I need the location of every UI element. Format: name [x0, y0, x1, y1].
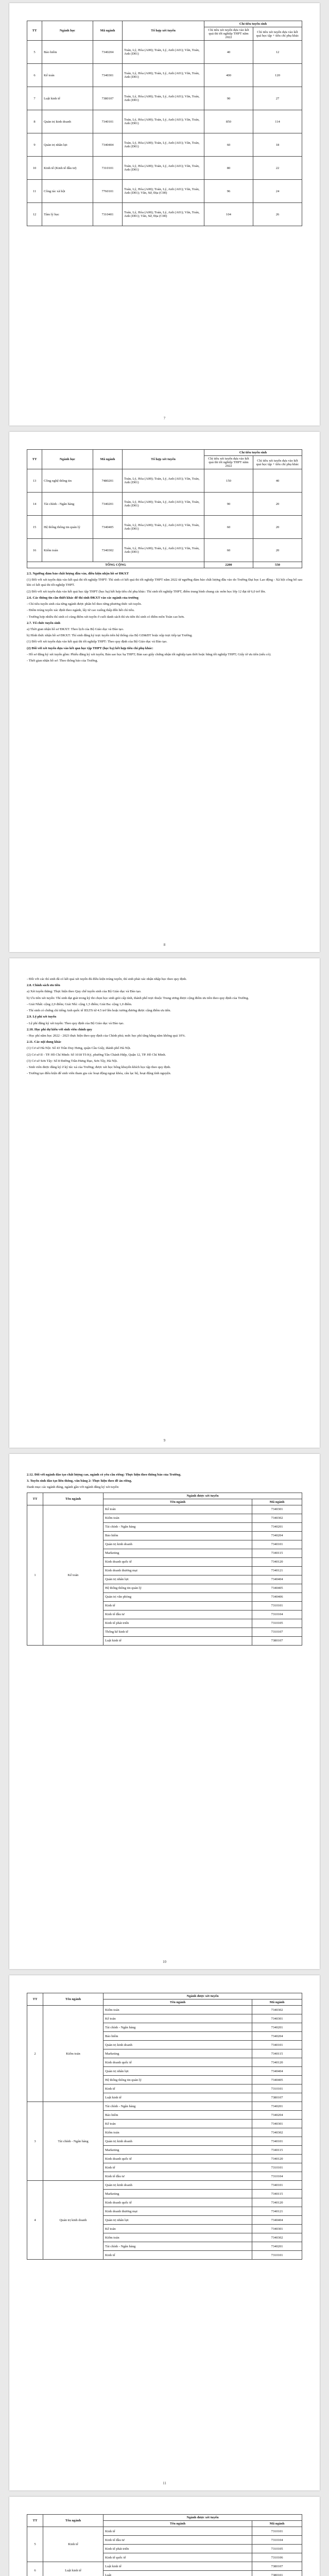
related-majors-table [27, 1493, 302, 1646]
cell-ma: 7380107 [93, 87, 123, 110]
cell-ma: 7340120 [252, 2058, 302, 2067]
cell-tohop: Toán, Lý, Hóa (A00); Toán, Lý, Anh (A01); Văn, Toán, Anh (D01) [123, 41, 204, 64]
col-hocba: Chỉ tiêu xét tuyển dựa vào kết quả học tập + tiêu chí phụ khác [253, 27, 302, 41]
cell-ten: Kinh doanh quốc tế [103, 1557, 252, 1566]
section-heading: 3. Tuyển sinh đào tạo liên thông, văn bằng 2: Thực hiện theo đề án riêng. [27, 1479, 132, 1483]
col-tt: TT [27, 1993, 43, 2006]
cell-tt: 8 [27, 110, 42, 133]
cell-hocba: 40 [253, 469, 302, 493]
cell-ten: Kinh tế phát triển [103, 1619, 252, 1628]
cell-ma: 7340204 [252, 2111, 302, 2120]
cell-ten: Quản trị kinh doanh [103, 2137, 252, 2146]
cell-nganh: Quản trị kinh doanh [43, 2181, 103, 2260]
document-page-1 [9, 3, 320, 426]
table-row [27, 2102, 302, 2111]
table-row [27, 157, 302, 180]
cell-ma: 7310105 [252, 2545, 302, 2553]
cell-hocba: 12 [253, 41, 302, 64]
paragraph: - Học phí năm học 2022 - 2023 thực hiện theo quy định của Chính phủ; mức học phí tăng hằng năm không quá 10%. [27, 1033, 186, 1038]
section-heading: 2.11. Các nội dung khác [27, 1040, 62, 1044]
cell-ma: 7340405 [252, 1584, 302, 1592]
total-label: TỔNG CỘNG [27, 562, 204, 568]
cell-ma: 7340302 [252, 2233, 302, 2242]
col-chitieu: Chỉ tiêu tuyển sinh [204, 21, 302, 27]
cell-tohop: Toán, Lý, Hóa (A00); Toán, Lý, Anh (A01); Văn, Toán, Anh (D01) [123, 493, 204, 516]
paragraph: (2) Cơ sở II - TP. Hồ Chí Minh: Số 1018 Tô Ký, phường Tân Chánh Hiệp, Quận 12, TP. Hồ Chí Minh. [27, 1053, 166, 1057]
cell-thpt: 850 [204, 110, 253, 133]
paragraph: - Thí sinh có chứng chỉ tiếng Anh quốc tế IELTS từ 4.5 trở lên hoặc tương đương được cộng điểm ưu tiên. [27, 1009, 171, 1013]
cell-ma: 7340101 [252, 1540, 302, 1549]
col-tt: TT [27, 21, 42, 41]
cell-nganh: Tài chính - Ngân hàng [43, 2102, 103, 2181]
cell-nganh: Kế toán [43, 1505, 103, 1645]
cell-ten: Kiểm toán [103, 2128, 252, 2137]
cell-nganh: Hệ thống thông tin quản lý [42, 516, 93, 539]
cell-ma: 7340302 [252, 1514, 302, 1522]
col-group: Ngành được xét tuyển [103, 2515, 302, 2521]
cell-nganh: Quản trị kinh doanh [42, 110, 93, 133]
cell-tohop: Toán, Lý, Hóa (A00); Toán, Lý, Anh (A01); Văn, Toán, Anh (D01); Văn, Sử, Địa (C00) [123, 180, 204, 203]
cell-ma: 7340301 [93, 64, 123, 87]
document-page-4 [9, 1454, 320, 1969]
cell-ma: 7380107 [252, 1636, 302, 1645]
cell-ten: Quản trị văn phòng [103, 1592, 252, 1601]
col-ma: Mã ngành [93, 21, 123, 41]
cell-ma: 7310101 [252, 2527, 302, 2536]
cell-tt: 1 [27, 1505, 43, 1645]
section-heading: 2.8. Chính sách ưu tiên [27, 984, 60, 988]
cell-ten: Kinh tế [103, 2527, 252, 2536]
cell-ten: Kinh tế [103, 2084, 252, 2093]
cell-ma: 7340115 [252, 2049, 302, 2058]
cell-hocba: 20 [253, 493, 302, 516]
cell-thpt: 60 [204, 133, 253, 157]
paragraph: (1) Cơ sở Hà Nội: Số 43 Trần Duy Hưng, quận Cầu Giấy, thành phố Hà Nội. [27, 1046, 131, 1050]
paragraph: - Sinh viên được đăng ký ở ký túc xá của Trường; được xét học bổng khuyến khích học tập theo quy định. [27, 1065, 171, 1070]
cell-ma: 7340101 [93, 110, 123, 133]
cell-ma: 7340101 [252, 2137, 302, 2146]
paragraph: - Lệ phí đăng ký xét tuyển: Theo quy định của Bộ Giáo dục và Đào tạo. [27, 1021, 125, 1025]
body-text [27, 977, 302, 1077]
cell-tohop: Toán, Lý, Hóa (A00); Toán, Lý, Anh (A01); Văn, Toán, Anh (D01); Văn, Sử, Địa (C00) [123, 203, 204, 226]
paragraph: - Thời gian nhận hồ sơ: Theo thông báo của Trường. [27, 659, 98, 663]
paragraph: b) Ưu tiên xét tuyển: Thí sinh đạt giải trong kỳ thi chọn học sinh giỏi cấp tỉnh, thành phố trực thuộc Trung ương được cộng điểm ưu tiên theo quy định của Trường. [27, 996, 249, 1000]
cell-nganh: Quản trị nhân lực [42, 133, 93, 157]
cell-tt: 15 [27, 516, 42, 539]
cell-ten: Kinh tế đầu tư [103, 1610, 252, 1619]
col-ma: Mã ngành [252, 1499, 302, 1505]
paragraph: (1) Đối với xét tuyển dựa vào kết quả thi tốt nghiệp THPT: Thí sinh có kết quả thi tốt nghiệp THPT năm 2022 từ ngưỡng đảm bảo chất lượng đầu vào do Trường Đại học Lao động - Xã hội công bố sau khi có kết quả thi tốt nghiệp THPT. [27, 578, 302, 587]
paragraph: - Giải Nhất: cộng 2,0 điểm; Giải Nhì: cộng 1,5 điểm; Giải Ba: cộng 1,0 điểm. [27, 1002, 132, 1006]
total-thpt: 2200 [204, 562, 253, 568]
cell-hocba: 120 [253, 64, 302, 87]
cell-ten: Tài chính - Ngân hàng [103, 2023, 252, 2032]
paragraph: (2) Đối với xét tuyển dựa vào kết quả học tập THPT (học bạ) kết hợp tiêu chí phụ khác: Thí sinh tốt nghiệp THPT, điểm trung bình chung các môn học lớp 12 đạt từ 6,0 trở lên. [27, 589, 266, 594]
cell-ten: Hệ thống thông tin quản lý [103, 1584, 252, 1592]
admission-quota-table [27, 21, 302, 226]
cell-ma: 7340101 [252, 2181, 302, 2190]
col-ma: Mã ngành [93, 450, 123, 469]
cell-tt: 2 [27, 2006, 43, 2102]
col-nganh: Ngành học [42, 450, 93, 469]
cell-ten: Luật kinh tế [103, 2562, 252, 2571]
col-nganh: Tên ngành [43, 2515, 103, 2527]
cell-ten: Quản trị nhân lực [103, 2216, 252, 2225]
cell-ten: Marketing [103, 2190, 252, 2198]
cell-ten: Luật [103, 2571, 252, 2576]
cell-ten: Quản trị nhân lực [103, 2067, 252, 2076]
cell-nganh: Bảo hiểm [42, 41, 93, 64]
cell-ma: 7310107 [252, 1628, 302, 1636]
section-heading: 2.9. Lệ phí xét tuyển [27, 1015, 57, 1019]
col-ten: Tên ngành [103, 1999, 252, 2006]
col-group: Ngành được xét tuyển [103, 1993, 302, 1999]
cell-ma: 7340121 [252, 1566, 302, 1575]
paragraph: - Trường tạo điều kiện để sinh viên tham gia các hoạt động ngoại khóa, câu lạc bộ, hoạt động tình nguyện. [27, 1072, 171, 1076]
cell-ma: 7480201 [93, 469, 123, 493]
cell-ten: Quản trị kinh doanh [103, 1540, 252, 1549]
paragraph: Danh mục các ngành đúng, ngành gần với ngành đăng ký xét tuyển: [27, 1485, 119, 1489]
table-row [27, 2562, 302, 2571]
col-ten: Tên ngành [103, 1499, 252, 1505]
document-page-2 [9, 432, 320, 952]
cell-tohop: Toán, Lý, Hóa (A00); Toán, Lý, Anh (A01); Văn, Toán, Anh (D01) [123, 157, 204, 180]
cell-ten: Quản trị kinh doanh [103, 2181, 252, 2190]
cell-nganh: Công tác xã hội [42, 180, 93, 203]
section-heading: 2.7. Tổ chức tuyển sinh [27, 621, 61, 625]
cell-ma: 7340204 [93, 41, 123, 64]
paragraph: a) Xét tuyển thẳng: Thực hiện theo Quy chế tuyển sinh của Bộ Giáo dục và Đào tạo. [27, 990, 142, 994]
cell-ten: Hệ thống thông tin quản lý [103, 2076, 252, 2084]
cell-tohop: Toán, Lý, Hóa (A00); Toán, Lý, Anh (A01); Văn, Toán, Anh (D01) [123, 64, 204, 87]
col-thpt: Chỉ tiêu xét tuyển dựa vào kết quả thi tốt nghiệp THPT năm 2022 [204, 27, 253, 41]
cell-ten: Tài chính - Ngân hàng [103, 2102, 252, 2111]
cell-tt: 7 [27, 87, 42, 110]
total-hocba: 550 [253, 562, 302, 568]
cell-ma: 7340404 [252, 2067, 302, 2076]
cell-nganh: Tài chính - Ngân hàng [42, 493, 93, 516]
cell-ma: 7340115 [252, 1549, 302, 1557]
cell-tohop: Toán, Lý, Hóa (A00); Toán, Lý, Anh (A01); Văn, Toán, Anh (D01) [123, 110, 204, 133]
cell-ten: Luật kinh tế [103, 2093, 252, 2102]
table-row [27, 41, 302, 64]
section-heading: 2.5. Ngưỡng đảm bảo chất lượng đầu vào, điều kiện nhận hồ sơ ĐKXT [27, 572, 129, 575]
cell-ma: 7310104 [252, 2172, 302, 2181]
cell-nganh: Kiểm toán [43, 2006, 103, 2102]
cell-hocba: 18 [253, 133, 302, 157]
cell-ma: 7340301 [252, 2225, 302, 2233]
cell-ma: 7310106 [252, 2553, 302, 2562]
paragraph: b) Hình thức nhận hồ sơ ĐKXT: Thí sinh đăng ký trực tuyến trên hệ thống của Bộ GD&ĐT hoặc nộp trực tiếp tại Trường. [27, 634, 193, 638]
cell-ten: Kinh doanh quốc tế [103, 2155, 252, 2163]
cell-tohop: Toán, Lý, Hóa (A00); Toán, Lý, Anh (A01); Văn, Toán, Anh (D01) [123, 469, 204, 493]
cell-tt: 11 [27, 180, 42, 203]
col-ten: Tên ngành [103, 2521, 252, 2527]
col-tt: TT [27, 2515, 43, 2527]
cell-ten: Kế toán [103, 2120, 252, 2128]
cell-ten: Kiểm toán [103, 2233, 252, 2242]
cell-hocba: 24 [253, 180, 302, 203]
cell-ten: Tài chính - Ngân hàng [103, 1522, 252, 1531]
cell-tt: 4 [27, 2181, 43, 2260]
cell-ma: 7340204 [252, 1531, 302, 1540]
cell-tt: 5 [27, 2527, 43, 2562]
cell-nganh: Kinh tế [43, 2527, 103, 2562]
cell-ma: 7340301 [252, 2120, 302, 2128]
col-ma: Mã ngành [252, 2521, 302, 2527]
col-tohop: Tổ hợp xét tuyển [123, 21, 204, 41]
cell-ma: 7340101 [252, 2041, 302, 2049]
cell-nganh: Kiểm toán [42, 539, 93, 562]
cell-ma: 7340302 [252, 2128, 302, 2137]
cell-tt: 16 [27, 539, 42, 562]
related-majors-table-cont [27, 1993, 302, 2260]
cell-ten: Marketing [103, 1549, 252, 1557]
col-group: Ngành được xét tuyển [103, 1493, 302, 1499]
cell-ten: Kế toán [103, 2014, 252, 2023]
cell-ma: 7310104 [252, 1610, 302, 1619]
cell-ma: 7340405 [252, 2076, 302, 2084]
table-row [27, 2527, 302, 2536]
cell-ten: Quản trị nhân lực [103, 1575, 252, 1584]
cell-ten: Kiểm toán [103, 1514, 252, 1522]
document-page-3 [9, 958, 320, 1448]
table-row [27, 493, 302, 516]
col-ma: Mã ngành [252, 1999, 302, 2006]
cell-tohop: Toán, Lý, Hóa (A00); Toán, Lý, Anh (A01); Văn, Toán, Anh (D01) [123, 539, 204, 562]
cell-ma: 7340201 [93, 493, 123, 516]
cell-nganh: Kinh tế (Kinh tế đầu tư) [42, 157, 93, 180]
body-text [27, 571, 302, 664]
paragraph: a) Thời gian nhận hồ sơ ĐKXT: Theo lịch của Bộ Giáo dục và Đào tạo. [27, 627, 124, 631]
cell-ma: 7340301 [252, 2014, 302, 2023]
cell-hocba: 26 [253, 203, 302, 226]
cell-ten: Kinh doanh thương mại [103, 2207, 252, 2216]
paragraph: (3) Cơ sở Sơn Tây: Số 8 Đường Trần Hưng Đạo, Sơn Tây, Hà Nội. [27, 1059, 118, 1063]
cell-ma: 7340201 [252, 1522, 302, 1531]
table-row [27, 180, 302, 203]
cell-ma: 7310101 [252, 2163, 302, 2172]
cell-ten: Bảo hiểm [103, 1531, 252, 1540]
cell-ma: 7340204 [252, 2032, 302, 2041]
table-row [27, 2006, 302, 2014]
cell-hocba: 20 [253, 516, 302, 539]
cell-tt: 12 [27, 203, 42, 226]
page-number: 10 [163, 1960, 166, 1964]
cell-ma: 7340406 [252, 1592, 302, 1601]
col-nganh: Ngành học [42, 21, 93, 41]
page-number: 8 [163, 943, 166, 947]
col-tohop: Tổ hợp xét tuyển [123, 450, 204, 469]
page-number: 9 [163, 1438, 166, 1443]
cell-ten: Thống kê kinh tế [103, 1628, 252, 1636]
cell-nganh: Tâm lý học [42, 203, 93, 226]
cell-ten: Kinh tế đầu tư [103, 2536, 252, 2545]
document-page-6 [9, 2497, 320, 2576]
table-row [27, 64, 302, 87]
cell-ten: Kế toán [103, 2225, 252, 2233]
cell-ten: Kế toán [103, 1505, 252, 1514]
cell-ma: 7340405 [93, 516, 123, 539]
paragraph: - Đối với các thí sinh đã có kết quả xét tuyển đủ điều kiện trúng tuyển, thí sinh phải xác nhận nhập học theo quy định. [27, 977, 187, 981]
col-nganh: Tên ngành [43, 1493, 103, 1505]
table-row [27, 133, 302, 157]
cell-tt: 9 [27, 133, 42, 157]
cell-ma: 7380107 [252, 2093, 302, 2102]
cell-ten: Kinh tế [103, 2251, 252, 2260]
cell-ma: 7310101 [93, 157, 123, 180]
cell-tt: 13 [27, 469, 42, 493]
table-row [27, 2181, 302, 2190]
cell-ma: 7380101 [252, 2571, 302, 2576]
cell-ma: 7340404 [252, 2216, 302, 2225]
section-heading: 2.12. Đối với ngành đào tạo chất lượng cao, ngành có yêu cầu riêng: Thực hiện theo thông báo của Trường. [27, 1473, 181, 1477]
table-row [27, 516, 302, 539]
section-heading: 2.10. Học phí dự kiến với sinh viên chính quy [27, 1027, 92, 1031]
cell-thpt: 60 [204, 539, 253, 562]
cell-tt: 3 [27, 2102, 43, 2181]
cell-ten: Marketing [103, 2146, 252, 2155]
cell-ma: 7340201 [252, 2023, 302, 2032]
paragraph: - Trường hợp nhiều thí sinh có cùng điểm xét tuyển ở cuối danh sách thì ưu tiên thí sinh có điểm môn Toán cao hơn. [27, 615, 185, 619]
table-row [27, 110, 302, 133]
cell-ma: 7340120 [252, 2155, 302, 2163]
cell-ten: Bảo hiểm [103, 2111, 252, 2120]
paragraph: (1) Đối với xét tuyển dựa vào kết quả thi tốt nghiệp THPT: Theo quy định của Bộ Giáo dục và Đào tạo. [27, 640, 167, 644]
cell-ma: 7340404 [93, 133, 123, 157]
cell-thpt: 90 [204, 493, 253, 516]
cell-thpt: 60 [204, 516, 253, 539]
table-row [27, 469, 302, 493]
col-tt: TT [27, 450, 42, 469]
cell-ten: Kinh tế quốc tế [103, 2553, 252, 2562]
cell-ma: 7340115 [252, 2190, 302, 2198]
cell-ten: Luật kinh tế [103, 1636, 252, 1645]
cell-tt: 5 [27, 41, 42, 64]
cell-ma: 7310101 [252, 2084, 302, 2093]
total-row [27, 562, 302, 568]
cell-thpt: 96 [204, 180, 253, 203]
page-number: 7 [163, 416, 166, 420]
cell-thpt: 104 [204, 203, 253, 226]
cell-tohop: Toán, Lý, Hóa (A00); Toán, Lý, Anh (A01); Văn, Toán, Anh (D01) [123, 87, 204, 110]
table-row [27, 539, 302, 562]
table-row [27, 1505, 302, 1514]
paragraph: - Hồ sơ đăng ký xét tuyển gồm: Phiếu đăng ký xét tuyển; Bản sao học bạ THPT; Bản sao giấy chứng nhận tốt nghiệp tạm thời hoặc bằng tốt nghiệp THPT; Giấy tờ ưu tiên (nếu có). [27, 652, 271, 656]
paragraph: - Điểm trúng tuyển xác định theo ngành, lấy từ cao xuống thấp đến hết chỉ tiêu. [27, 608, 135, 613]
cell-tt: 14 [27, 493, 42, 516]
cell-tohop: Toán, Lý, Hóa (A00); Toán, Lý, Anh (A01); Văn, Toán, Anh (D01) [123, 516, 204, 539]
paragraph: - Chỉ tiêu tuyển sinh của từng ngành được phân bổ theo từng phương thức xét tuyển. [27, 602, 142, 606]
col-tt: TT [27, 1493, 43, 1505]
cell-ma: 7310101 [252, 2251, 302, 2260]
body-text [27, 1472, 302, 1490]
cell-ten: Kinh tế phát triển [103, 2545, 252, 2553]
cell-hocba: 114 [253, 110, 302, 133]
cell-tohop: Toán, Lý, Hóa (A00); Toán, Lý, Anh (A01); Văn, Toán, Anh (D01) [123, 133, 204, 157]
cell-ten: Bảo hiểm [103, 2032, 252, 2041]
cell-ma: 7340302 [252, 2006, 302, 2014]
col-hocba: Chỉ tiêu xét tuyển dựa vào kết quả học tập + tiêu chí phụ khác [253, 456, 302, 469]
cell-ten: Kinh doanh thương mại [103, 1566, 252, 1575]
cell-hocba: 27 [253, 87, 302, 110]
cell-nganh: Công nghệ thông tin [42, 469, 93, 493]
cell-ma: 7340201 [252, 2102, 302, 2111]
cell-nganh: Kế toán [42, 64, 93, 87]
cell-ma: 7340120 [252, 2198, 302, 2207]
col-chitieu: Chỉ tiêu tuyển sinh [204, 450, 302, 456]
table-row [27, 87, 302, 110]
cell-ten: Tài chính - Ngân hàng [103, 2242, 252, 2251]
cell-ma: 7760101 [93, 180, 123, 203]
cell-tt: 10 [27, 157, 42, 180]
cell-ma: 7340301 [252, 1505, 302, 1514]
cell-nganh: Luật kinh tế [42, 87, 93, 110]
cell-ma: 7310101 [252, 1601, 302, 1610]
col-thpt: Chỉ tiêu xét tuyển dựa vào kết quả thi tốt nghiệp THPT năm 2022 [204, 456, 253, 469]
cell-thpt: 80 [204, 157, 253, 180]
cell-ten: Quản trị kinh doanh [103, 2041, 252, 2049]
admission-quota-table-cont [27, 449, 302, 568]
cell-ten: Kinh tế đầu tư [103, 2172, 252, 2181]
cell-ten: Marketing [103, 2049, 252, 2058]
section-heading: 2.6. Các thông tin cần thiết khác để thí sinh ĐKXT vào các ngành của trường [27, 596, 138, 600]
table-row [27, 203, 302, 226]
cell-tt: 6 [27, 2562, 43, 2576]
cell-ma: 7340115 [252, 2146, 302, 2155]
cell-thpt: 150 [204, 469, 253, 493]
cell-ma: 7380107 [252, 2562, 302, 2571]
cell-ma: 7310401 [93, 203, 123, 226]
cell-tt: 6 [27, 64, 42, 87]
section-heading: (2) Đối với xét tuyển dựa vào kết quả học tập THPT (học bạ) kết hợp tiêu chí phụ khác: [27, 646, 153, 650]
cell-ten: Kinh doanh quốc tế [103, 2198, 252, 2207]
cell-ten: Kinh tế [103, 1601, 252, 1610]
cell-hocba: 20 [253, 539, 302, 562]
cell-thpt: 40 [204, 41, 253, 64]
cell-ma: 7310104 [252, 2536, 302, 2545]
cell-ten: Kinh tế [103, 2163, 252, 2172]
cell-ma: 7340201 [252, 2242, 302, 2251]
cell-thpt: 90 [204, 87, 253, 110]
cell-ma: 7310105 [252, 1619, 302, 1628]
related-majors-table-cont-2 [27, 2514, 302, 2576]
cell-ma: 7340404 [252, 1575, 302, 1584]
document-page-5 [9, 1975, 320, 2490]
cell-ma: 7340302 [93, 539, 123, 562]
cell-ten: Kiểm toán [103, 2006, 252, 2014]
col-nganh: Tên ngành [43, 1993, 103, 2006]
cell-ma: 7340120 [252, 1557, 302, 1566]
page-number: 11 [163, 2481, 166, 2485]
cell-hocba: 22 [253, 157, 302, 180]
cell-ma: 7340121 [252, 2207, 302, 2216]
cell-nganh: Luật kinh tế [43, 2562, 103, 2576]
cell-thpt: 400 [204, 64, 253, 87]
cell-ten: Kinh doanh quốc tế [103, 2058, 252, 2067]
